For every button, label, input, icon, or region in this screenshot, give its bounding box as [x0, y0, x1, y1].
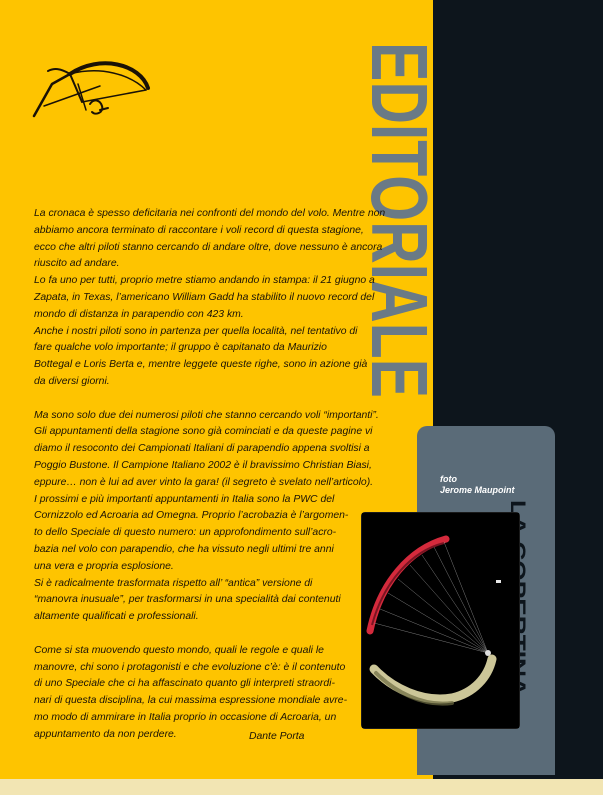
- text-line: to dello Speciale di questo numero: un approfondimento sull’acro-: [34, 527, 337, 539]
- text-line: riuscito ad andare.: [34, 258, 120, 270]
- author-signature: Dante Porta: [249, 731, 305, 742]
- text-line: diamo il resoconto dei Campionati Italiani di parapendio appena svoltisi a: [34, 443, 370, 455]
- text-line: Cornizzolo ed Acroaria ad Omegna. Proprio l’acrobazia è l’argomen-: [34, 510, 349, 522]
- text-line: da diversi giorni.: [34, 375, 110, 387]
- text-line: Poggio Bustone. Il Campione Italiano 2002 è il bravissimo Christian Biasi,: [34, 459, 372, 471]
- text-line: una vera e propria esplosione.: [34, 560, 174, 572]
- paragraph-1: [34, 206, 406, 391]
- editorial-body: [34, 206, 406, 760]
- text-line: abbiamo ancora terminato di raccontare i voli record di questa stagione,: [34, 224, 364, 236]
- text-line: Gli appuntamenti della stagione sono già cominciati e da queste pagine vi: [34, 426, 373, 438]
- text-line: Anche i nostri piloti sono in partenza per quella località, nel tentativo di: [34, 325, 358, 337]
- photo-credit: [440, 474, 515, 496]
- text-line: Bottegal e Loris Berta e, mentre leggete queste righe, sono in azione già: [34, 359, 368, 371]
- editorial-heading-text: EDITORIALE: [355, 42, 444, 526]
- text-line: Come si sta muovendo questo mondo, quali le regole e quali le: [34, 644, 324, 656]
- text-line: Si è radicalmente trasformata rispetto all’ “antica” versione di: [34, 577, 313, 589]
- paragraph-2: [34, 408, 406, 626]
- text-line: ecco che altri piloti stanno cercando di andare oltre, dove nessuno è ancora: [34, 241, 383, 253]
- text-line: Ma sono solo due dei numerosi piloti che stanno cercando voli “importanti”.: [34, 409, 379, 421]
- hang-glider-icon: [30, 44, 160, 129]
- photo-credit-name: Jerome Maupoint: [440, 485, 515, 495]
- text-line: bazia nel volo con parapendio, che ha vissuto negli ultimi tre anni: [34, 543, 334, 555]
- text-line: La cronaca è spesso deficitaria nei confronti del mondo del volo. Mentre non: [34, 208, 386, 219]
- paragraph-3: [34, 643, 406, 744]
- text-line: mo modo di ammirare in Italia proprio in occasione di Acroaria, un: [34, 711, 337, 723]
- text-line: fare qualche volo importante; il gruppo è capitanato da Maurizio: [34, 342, 327, 354]
- text-line: mondo di distanza in parapendio con 423 km.: [34, 308, 244, 320]
- text-line: Zapata, in Texas, l’americano William Gadd ha stabilito il nuovo record del: [34, 291, 375, 303]
- text-line: manovre, chi sono i protagonisti e che evoluzione c’è: è il contenuto: [34, 661, 346, 673]
- text-line: appuntamento da non perdere.: [34, 728, 177, 740]
- text-line: di uno Speciale che ci ha affascinato quanto gli interpreti straordi-: [34, 678, 335, 690]
- text-line: “manovra inusuale”, per trasformarsi in una specialità dai contenuti: [34, 594, 341, 606]
- bottom-strip: [0, 779, 603, 795]
- text-line: altamente qualificati e professionali.: [34, 611, 199, 623]
- text-line: Lo fa uno per tutti, proprio metre stiamo andando in stampa: il 21 giugno a: [34, 275, 375, 287]
- text-line: I prossimi e più importanti appuntamenti in Italia sono la PWC del: [34, 493, 335, 505]
- text-line: eppure… non è lui ad aver vinto la gara! (il segreto è svelato nell’articolo).: [34, 476, 374, 488]
- cover-title: [523, 500, 551, 700]
- text-line: nari di questa disciplina, la cui massima espressione mondiale avre-: [34, 695, 348, 707]
- photo-credit-label: foto: [440, 474, 457, 484]
